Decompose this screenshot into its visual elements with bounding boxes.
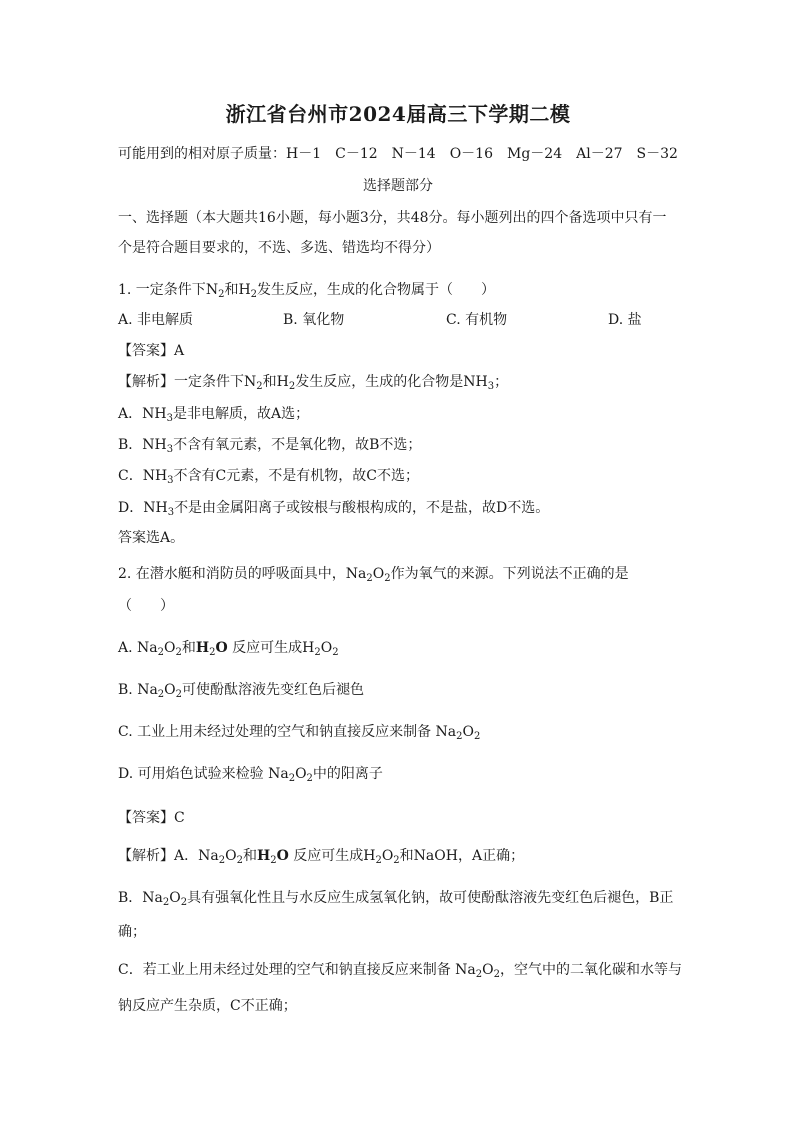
q1-option-d: D. 盐 — [608, 312, 642, 328]
formula-h2: $H_2$ — [238, 282, 258, 300]
q1-analysis-line-b: B．$NH_3$不含有氧元素，不是氧化物，故B不选； — [118, 437, 422, 455]
page-title: 浙江省台州市2024届高三下学期二模 — [225, 102, 571, 126]
q1-option-b: B. 氧化物 — [283, 312, 345, 328]
atomic-mass-line: 可能用到的相对原子质量：H－1 C－12 N－14 O－16 Mg－24 Al－27 S－32 — [118, 146, 678, 162]
question-2-stem-paren: （ ） — [118, 598, 174, 614]
q1-analysis: 【解析】一定条件下$N_2$和$H_2$发生反应，生成的化合物是$NH_3$； — [118, 374, 509, 392]
question-2-stem: 2. 在潜水艇和消防员的呼吸面具中，$Na_2O_2$作为氧气的来源。下列说法不正确的是 — [118, 566, 629, 584]
part-one-instructions-1: 一、选择题（本大题共16小题，每小题3分，共48分。每小题列出的四个备选项中只有一 — [118, 210, 667, 226]
section-title: 选择题部分 — [363, 178, 433, 194]
q1-analysis-line-a: A．$NH_3$是非电解质，故A选； — [118, 406, 310, 424]
q2-analysis-c-cont: 钠反应产生杂质，C不正确； — [118, 998, 297, 1014]
q2-option-c: C. 工业上用未经过处理的空气和钠直接反应来制备 $Na_2O_2$ — [118, 724, 481, 742]
q2-option-d: D. 可用焰色试验来检验 $Na_2O_2$中的阳离子 — [118, 766, 383, 784]
q2-answer: 【答案】C — [118, 810, 185, 826]
q2-option-a: A. $Na_2O_2$和$H_2O$ 反应可生成$H_2O_2$ — [118, 640, 339, 658]
formula-n2: $N_2$ — [205, 282, 225, 300]
q2-analysis-a: 【解析】A．$Na_2O_2$和$H_2O$ 反应可生成$H_2O_2$和NaOH，A正确； — [118, 848, 525, 866]
q1-option-c: C. 有机物 — [446, 312, 508, 328]
q1-answer: 【答案】A — [118, 343, 185, 359]
q2-analysis-c: C．若工业上用未经过处理的空气和钠直接反应来制备 $Na_2O_2$，空气中的二氧化碳和水等与 — [118, 962, 682, 980]
q2-analysis-b: B．$Na_2O_2$具有强氧化性且与水反应生成氢氧化钠，故可使酚酞溶液先变红色后褪色，B正 — [118, 890, 674, 908]
q1-option-a: A. 非电解质 — [118, 312, 194, 328]
q1-conclusion: 答案选A。 — [118, 530, 185, 546]
q1-analysis-line-c: C．$NH_3$不含有C元素，不是有机物，故C不选； — [118, 468, 419, 486]
q2-option-b: B. $Na_2O_2$可使酚酞溶液先变红色后褪色 — [118, 682, 365, 700]
part-one-instructions-2: 个是符合题目要求的，不选、多选、错选均不得分） — [118, 240, 440, 256]
question-1-stem: 1. 一定条件下$N_2$和$H_2$发生反应，生成的化合物属于（ ） — [118, 282, 496, 300]
q2-analysis-b-cont: 确； — [118, 924, 146, 940]
q1-analysis-line-d: D．$NH_3$不是由金属阳离子或铵根与酸根构成的，不是盐，故D不选。 — [118, 500, 550, 518]
